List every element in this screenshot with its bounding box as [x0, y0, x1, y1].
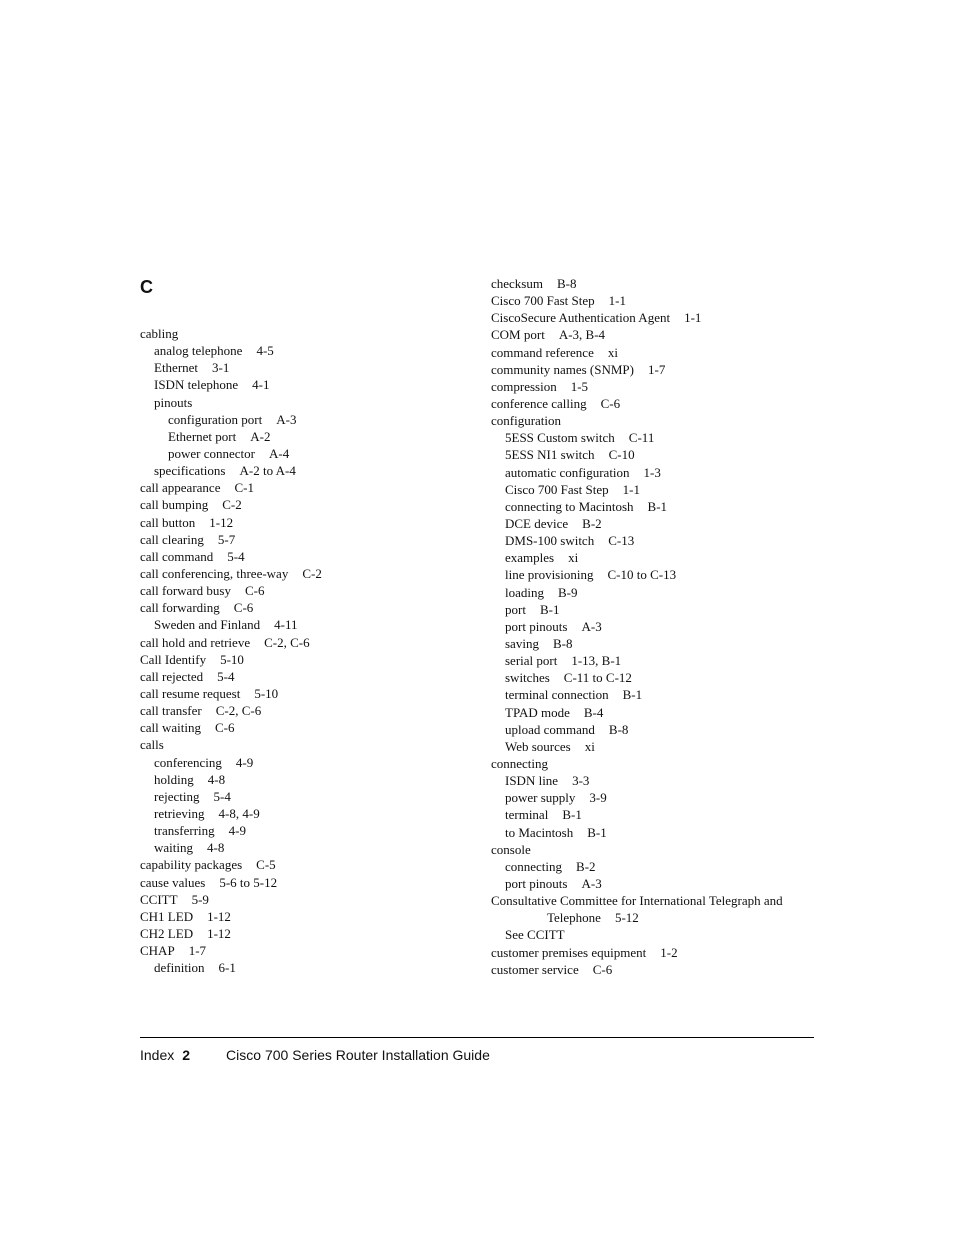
index-entry — [140, 462, 480, 479]
index-entry — [491, 344, 821, 361]
index-term: to Macintosh — [505, 824, 574, 840]
index-term: ISDN line — [505, 773, 559, 789]
index-page-ref: 6-1 — [218, 960, 236, 976]
index-entry — [491, 326, 821, 343]
index-term: call hold and retrieve — [140, 634, 251, 650]
index-term: configuration — [491, 413, 562, 429]
index-entry — [491, 652, 821, 669]
index-term: call forwarding — [140, 600, 220, 616]
index-term: DMS-100 switch — [505, 533, 595, 549]
index-entry — [491, 412, 821, 429]
index-page-ref: 4-8 — [207, 840, 225, 856]
index-term: power supply — [505, 790, 576, 806]
index-entry — [140, 702, 480, 719]
index-term-continuation — [491, 909, 821, 926]
index-entry — [491, 772, 821, 789]
index-page-ref: C-5 — [256, 857, 276, 873]
index-page-ref: B-8 — [552, 635, 573, 651]
index-page-ref: B-1 — [539, 601, 560, 617]
index-page-ref: 1-12 — [207, 925, 231, 941]
index-page-ref: 5-7 — [217, 531, 236, 547]
index-term: automatic configuration — [505, 464, 630, 480]
index-entry — [491, 515, 821, 532]
index-page-ref: 5-9 — [191, 891, 209, 907]
index-entry — [140, 771, 480, 788]
index-entry — [491, 566, 821, 583]
index-entry — [140, 822, 480, 839]
index-term: line provisioning — [505, 567, 594, 583]
index-term: customer service — [491, 961, 579, 977]
index-term: call forward busy — [140, 583, 231, 599]
index-entry — [491, 378, 821, 395]
index-term: conference calling — [491, 395, 587, 411]
index-page-ref: B-1 — [647, 498, 668, 514]
index-term: call command — [140, 548, 214, 564]
index-entry — [140, 805, 480, 822]
index-column-left — [140, 275, 480, 976]
index-term: CiscoSecure Authentication Agent — [491, 310, 671, 326]
index-page-ref: B-8 — [608, 721, 629, 737]
index-term: retrieving — [154, 805, 205, 821]
index-entry — [491, 944, 821, 961]
index-entry — [140, 616, 480, 633]
index-term: connecting — [505, 858, 563, 874]
index-page-ref: 5-10 — [220, 651, 244, 667]
index-page-ref: A-2 to A-4 — [239, 463, 296, 479]
index-entry — [140, 531, 480, 548]
index-term: examples — [505, 550, 555, 566]
index-entry — [140, 651, 480, 668]
index-term: Cisco 700 Fast Step — [505, 481, 609, 497]
index-entry — [491, 618, 821, 635]
index-page-ref: 1-12 — [209, 514, 234, 530]
index-page-ref: 1-12 — [207, 908, 231, 924]
index-term: checksum — [491, 276, 543, 291]
index-entry — [491, 858, 821, 875]
index-entry — [140, 839, 480, 856]
index-page-ref: C-2, C-6 — [264, 634, 310, 650]
index-entry — [140, 925, 480, 942]
index-page-ref: 1-1 — [608, 293, 626, 309]
index-page-ref: C-2, C-6 — [215, 703, 262, 719]
index-entry — [491, 635, 821, 652]
index-page-ref: 5-4 — [217, 668, 235, 684]
index-entry — [491, 841, 821, 858]
index-entry — [140, 514, 480, 531]
index-entry — [491, 875, 821, 892]
index-entry-list-left — [140, 325, 480, 976]
index-entry — [140, 788, 480, 805]
index-entry — [140, 719, 480, 736]
index-column-right — [491, 275, 821, 978]
index-term: Web sources — [505, 738, 571, 754]
index-entry — [140, 856, 480, 873]
index-entry — [491, 755, 821, 772]
index-entry — [491, 464, 821, 481]
index-term: power connector — [168, 445, 255, 461]
index-page-ref: C-1 — [234, 480, 254, 496]
index-term: transferring — [154, 823, 215, 839]
index-term: calls — [140, 737, 164, 753]
index-term: waiting — [154, 840, 193, 856]
index-page-ref: 4-11 — [274, 617, 298, 633]
index-term: Sweden and Finland — [154, 617, 261, 633]
index-entry — [140, 565, 480, 582]
index-page-ref: 1-5 — [570, 378, 589, 394]
index-page-ref: 1-1 — [622, 481, 640, 497]
index-entry-list-right — [491, 275, 821, 978]
index-entry — [491, 549, 821, 566]
index-entry — [140, 599, 480, 616]
index-entry — [491, 481, 821, 498]
index-page-ref: 4-9 — [228, 823, 246, 839]
index-term: port pinouts — [505, 875, 568, 891]
index-term: upload command — [505, 721, 595, 737]
index-entry — [140, 891, 480, 908]
index-term: capability packages — [140, 857, 243, 873]
index-term: terminal connection — [505, 687, 609, 703]
index-term: switches — [505, 670, 550, 686]
index-page-ref: 3-9 — [589, 790, 607, 806]
index-entry — [491, 292, 821, 309]
index-entry — [491, 584, 821, 601]
index-term: saving — [505, 635, 539, 651]
index-term: compression — [491, 378, 557, 394]
index-entry — [140, 376, 480, 393]
index-term: port pinouts — [505, 618, 568, 634]
index-term: specifications — [154, 463, 226, 479]
index-term: Ethernet — [154, 360, 199, 376]
index-entry — [140, 411, 480, 428]
index-term: configuration port — [168, 411, 263, 427]
index-page-ref: C-6 — [592, 961, 613, 977]
index-page-ref: 5-4 — [213, 788, 231, 804]
index-entry — [491, 686, 821, 703]
index-page-ref: 1-1 — [684, 310, 702, 326]
index-entry — [140, 394, 480, 411]
index-entry — [140, 874, 480, 891]
index-term: CCITT — [140, 891, 178, 907]
index-entry — [491, 275, 821, 292]
index-term: call waiting — [140, 720, 202, 736]
index-term: call button — [140, 514, 196, 530]
index-page-ref: 3-1 — [212, 360, 230, 376]
index-page-ref: C-6 — [600, 395, 621, 411]
index-term: rejecting — [154, 788, 200, 804]
index-entry — [491, 824, 821, 841]
index-entry — [140, 325, 480, 342]
index-term: call clearing — [140, 531, 204, 547]
index-page-ref: 1-7 — [188, 943, 207, 959]
index-entry — [491, 738, 821, 755]
index-term: command reference — [491, 344, 594, 360]
index-page-ref: 1-7 — [648, 361, 666, 377]
index-entry — [140, 908, 480, 925]
index-entry — [140, 548, 480, 565]
index-page-ref: B-1 — [587, 824, 607, 840]
index-page-ref: C-6 — [244, 583, 265, 599]
index-page-ref: 4-8 — [207, 771, 226, 787]
footer-index-label: Index — [140, 1047, 175, 1063]
index-entry — [140, 496, 480, 513]
index-term: See CCITT — [505, 927, 565, 943]
index-term: COM port — [491, 327, 545, 343]
index-term: cause values — [140, 874, 206, 890]
index-term: community names (SNMP) — [491, 361, 634, 377]
index-term: analog telephone — [154, 343, 243, 359]
footer-rule — [140, 1037, 814, 1038]
index-page-ref: A-4 — [269, 445, 290, 461]
index-page-ref: C-2 — [222, 497, 242, 513]
index-term: loading — [505, 584, 544, 600]
index-term: Cisco 700 Fast Step — [491, 293, 595, 309]
index-term: conferencing — [154, 754, 222, 770]
index-entry — [491, 395, 821, 412]
index-term-continuation-text: Telephone — [547, 910, 601, 926]
index-page-ref: B-1 — [562, 807, 582, 823]
index-entry — [491, 721, 821, 738]
index-page-ref: C-13 — [608, 533, 635, 549]
index-page-ref: 5-10 — [254, 685, 279, 701]
index-term: call conferencing, three-way — [140, 565, 289, 581]
index-entry — [140, 942, 480, 959]
footer-page-number: 2 — [182, 1047, 191, 1063]
index-entry — [140, 959, 480, 976]
index-term: serial port — [505, 653, 558, 669]
index-entry — [491, 309, 821, 326]
index-entry — [491, 806, 821, 823]
index-entry — [491, 446, 821, 463]
index-term: pinouts — [154, 394, 193, 410]
index-term: definition — [154, 960, 205, 976]
index-entry — [491, 498, 821, 515]
index-term: DCE device — [505, 515, 569, 531]
index-term: CHAP — [140, 943, 175, 959]
index-page-ref: 5-6 to 5-12 — [219, 874, 278, 890]
index-page-ref: 4-9 — [235, 754, 254, 770]
index-entry — [491, 704, 821, 721]
index-page-ref: A-3 — [581, 875, 602, 891]
index-page-ref: A-3 — [581, 618, 602, 634]
index-page-ref: 4-1 — [252, 377, 270, 393]
index-page-ref: C-10 to C-13 — [607, 567, 677, 583]
index-term: Consultative Committee for International Telegraph and — [491, 893, 783, 909]
index-page-ref: C-2 — [302, 565, 322, 581]
index-entry — [491, 961, 821, 978]
index-entry — [491, 669, 821, 686]
index-term: console — [491, 841, 531, 857]
index-page-ref: 1-3 — [643, 464, 661, 480]
index-term: Ethernet port — [168, 428, 237, 444]
index-entry — [491, 892, 821, 926]
index-page-ref: 5-4 — [227, 548, 245, 564]
index-page-ref: B-1 — [622, 687, 643, 703]
index-page-ref: 1-13, B-1 — [571, 653, 622, 669]
index-term: port — [505, 601, 526, 617]
index-entry — [491, 789, 821, 806]
index-entry — [491, 601, 821, 618]
index-entry — [140, 445, 480, 462]
index-page-ref: B-4 — [583, 704, 604, 720]
index-page-ref: B-9 — [558, 584, 578, 600]
index-entry — [140, 668, 480, 685]
index-page-ref: 1-2 — [660, 944, 678, 960]
index-term: connecting to Macintosh — [505, 498, 634, 514]
index-term: connecting — [491, 755, 549, 771]
index-term: call transfer — [140, 703, 202, 719]
index-term: CH1 LED — [140, 908, 194, 924]
index-page-ref: 4-8, 4-9 — [218, 805, 260, 821]
index-page-ref: xi — [584, 738, 595, 754]
index-term: terminal — [505, 807, 549, 823]
index-term: call bumping — [140, 497, 209, 513]
index-page-ref: C-6 — [233, 600, 254, 616]
index-term: call rejected — [140, 668, 204, 684]
index-entry — [491, 429, 821, 446]
index-entry — [140, 736, 480, 753]
index-page-ref: 5-12 — [614, 910, 639, 926]
index-entry — [140, 428, 480, 445]
index-term: 5ESS Custom switch — [505, 430, 615, 446]
index-term: cabling — [140, 326, 179, 341]
index-entry — [491, 926, 821, 943]
index-term: call resume request — [140, 685, 241, 701]
index-page-ref: xi — [568, 550, 579, 566]
index-term: customer premises equipment — [491, 944, 647, 960]
section-letter: C — [140, 277, 153, 297]
index-term: 5ESS NI1 switch — [505, 447, 595, 463]
page-footer — [140, 1047, 490, 1063]
index-term: Call Identify — [140, 651, 207, 667]
index-page-ref: C-10 — [608, 447, 635, 463]
index-entry — [140, 582, 480, 599]
index-page-ref: 4-5 — [256, 343, 274, 359]
index-entry — [140, 479, 480, 496]
index-page-ref: xi — [607, 344, 618, 360]
index-term: TPAD mode — [505, 704, 570, 720]
index-term: call appearance — [140, 480, 221, 496]
index-page-ref: A-3, B-4 — [558, 327, 606, 343]
index-entry — [140, 359, 480, 376]
index-entry — [491, 532, 821, 549]
index-entry — [140, 685, 480, 702]
index-term: CH2 LED — [140, 925, 194, 941]
index-page-ref: B-2 — [576, 858, 596, 874]
index-page-ref: A-2 — [250, 428, 271, 444]
index-term: holding — [154, 771, 194, 787]
index-page-ref: C-11 to C-12 — [563, 670, 632, 686]
footer-document-title: Cisco 700 Series Router Installation Guide — [226, 1047, 490, 1063]
index-entry — [491, 361, 821, 378]
index-entry — [140, 634, 480, 651]
index-page-ref: C-6 — [215, 720, 235, 736]
index-page-ref: B-2 — [582, 515, 602, 531]
index-page-ref: B-8 — [556, 276, 577, 291]
index-page-ref: 3-3 — [572, 773, 590, 789]
index-page-ref: A-3 — [276, 411, 297, 427]
index-entry — [140, 342, 480, 359]
index-term: ISDN telephone — [154, 377, 239, 393]
index-page-ref: C-11 — [628, 430, 655, 446]
index-entry — [140, 754, 480, 771]
